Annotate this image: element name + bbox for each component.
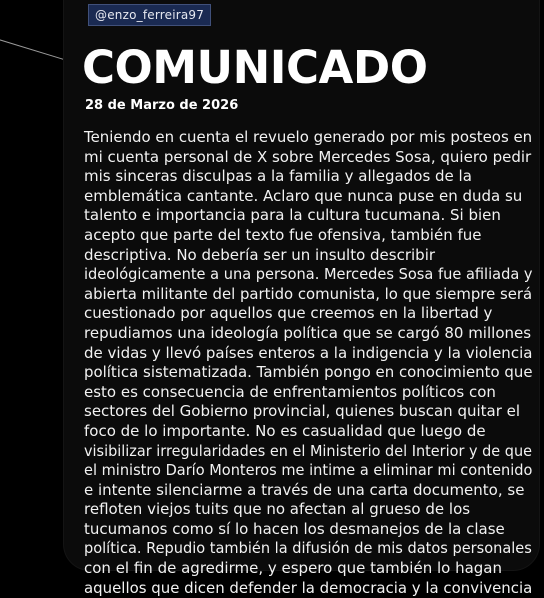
statement-body-line: el ministro Darío Monteros me intime a eliminar mi contenido	[84, 461, 533, 480]
statement-body-line: política sistematizada. También pongo en conocimiento que	[84, 363, 533, 382]
statement-date: 28 de Marzo de 2026	[85, 98, 239, 113]
statement-body-line: con el fin de agredirme, y espero que también lo hagan	[84, 559, 503, 578]
statement-body-line: mis sinceras disculpas a la familia y allegados de la	[84, 167, 472, 186]
decorative-line	[0, 37, 67, 61]
statement-body-line: sectores del Gobierno provincial, quienes buscan quitar el	[84, 402, 521, 421]
author-handle-tag[interactable]: @enzo_ferreira97	[88, 4, 211, 26]
statement-body-line: refloten viejos tuits que no afectan al grueso de los	[84, 500, 471, 519]
statement-body-line: visibilizar irregularidades en el Ministerio del Interior y de que	[84, 441, 533, 460]
statement-body-line: ideológicamente a una persona. Mercedes Sosa fue afiliada y	[84, 265, 533, 284]
statement-body-line: tucumanos como sí lo hacen los desmanejos de la clase	[84, 519, 505, 538]
statement-body-line: emblemática cantante. Aclaro que nunca puse en duda su	[84, 186, 523, 205]
statement-body-line: abierta militante del partido comunista, lo que siempre será	[84, 284, 533, 303]
statement-body-line: esto es consecuencia de enfrentamientos políticos con	[84, 382, 496, 401]
statement-body-line: Teniendo en cuenta el revuelo generado por mis posteos en	[84, 128, 533, 146]
statement-body-line: talento e importancia para la cultura tucumana. Si bien	[84, 206, 501, 225]
statement-body-line: repudiamos una ideología política que se cargó 80 millones	[84, 323, 532, 342]
statement-body-line: mi cuenta personal de X sobre Mercedes Sosa, quiero pedir	[84, 147, 532, 166]
statement-body-line: cuestionado por aquellos que creemos en la libertad y	[84, 304, 493, 323]
statement-body-line: de vidas y llevó países enteros a la indigencia y la violencia	[84, 343, 533, 362]
statement-body	[84, 128, 533, 598]
statement-title: COMUNICADO	[82, 41, 428, 94]
statement-body-line: e intente silenciarme a través de una carta documento, se	[84, 480, 525, 499]
statement-body-line: aquellos que dicen defender la democracia y la convivencia	[84, 578, 533, 597]
statement-body-line: foco de lo importante. No es casualidad que luego de	[84, 421, 486, 440]
statement-body-line: política. Repudio también la difusión de mis datos personales	[84, 539, 532, 558]
statement-body-line: descriptiva. No debería ser un insulto describir	[84, 245, 436, 264]
statement-body-line: acepto que parte del texto fue ofensiva, también fue	[84, 225, 482, 244]
